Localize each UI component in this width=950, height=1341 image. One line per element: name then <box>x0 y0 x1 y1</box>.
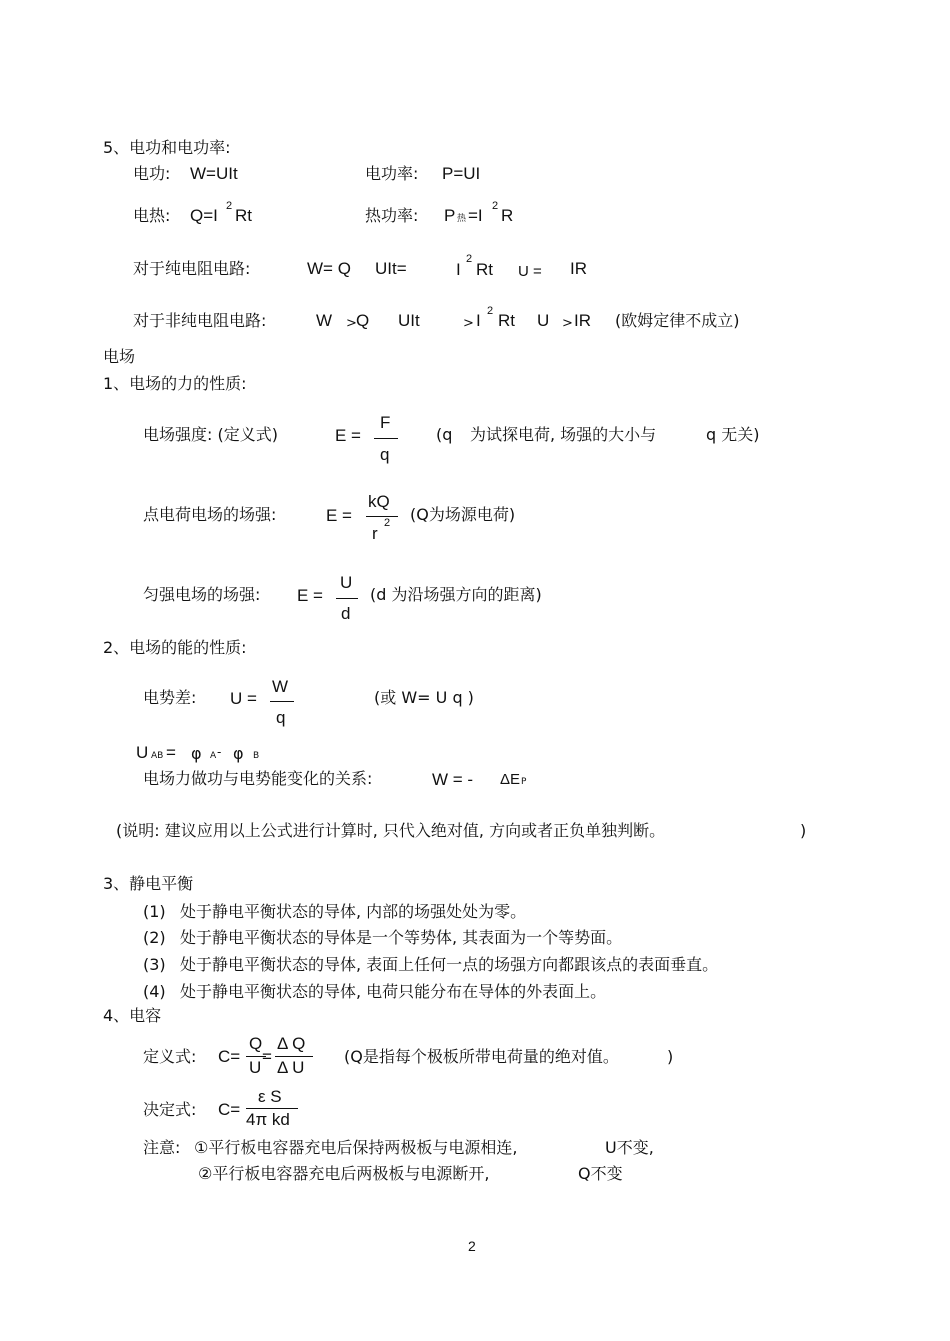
uniform-label: 匀强电场的场强: <box>143 585 261 604</box>
nonpure-sup: 2 <box>487 305 494 317</box>
uab-minus: - <box>217 745 222 759</box>
pure-rt: Rt <box>476 260 493 279</box>
point-sup: 2 <box>384 517 391 529</box>
s3-item-4-num: (4) <box>143 982 166 1001</box>
cap-def-close: ) <box>667 1047 674 1066</box>
heatpower-eq: =I <box>468 206 483 225</box>
uniform-denominator: d <box>341 604 351 623</box>
pd-u: U = <box>230 689 257 708</box>
point-fraction-bar <box>366 516 398 517</box>
nonpure-q: Q <box>356 311 370 330</box>
heat-sup: 2 <box>226 200 233 212</box>
work-label: 电功: <box>133 164 171 183</box>
point-denominator: r <box>372 524 378 543</box>
cap-numerator-1: Q <box>249 1034 263 1053</box>
s3-item-4-text: 处于静电平衡状态的导体, 电荷只能分布在导体的外表面上。 <box>180 982 607 1001</box>
pure-sup: 2 <box>466 253 473 265</box>
nonpure-gt1: > <box>346 316 357 331</box>
work-energy-delta: ΔE <box>500 771 521 788</box>
note-2: ②平行板电容器充电后两极板与电源断开, <box>198 1164 490 1183</box>
nonpure-gt3: > <box>562 316 573 331</box>
s3-item-3-num: (3) <box>143 955 166 974</box>
point-e: E = <box>326 506 352 525</box>
nonpure-i: I <box>476 311 481 330</box>
phi-b-sub: B <box>253 751 260 761</box>
work-energy-label: 电场力做功与电势能变化的关系: <box>143 769 373 788</box>
section-2-heading: 2、电场的能的性质: <box>103 638 247 657</box>
heatpower-r: R <box>501 206 514 225</box>
s3-item-3-text: 处于静电平衡状态的导体, 表面上任何一点的场强方向都跟该点的表面垂直。 <box>180 955 719 974</box>
intensity-label: 电场强度: (定义式) <box>143 425 278 444</box>
pd-fraction-bar <box>270 701 294 702</box>
cap-c2: C= <box>218 1100 241 1119</box>
s3-item-2-num: (2) <box>143 928 166 947</box>
point-note: (Q为场源电荷) <box>410 505 516 524</box>
work-formula: W=UIt <box>190 164 238 183</box>
heatpower-sup: 2 <box>492 200 499 212</box>
uab-eq: = <box>166 743 176 762</box>
power-formula: P=UI <box>442 164 481 183</box>
pure-uit: UIt= <box>375 259 407 278</box>
heat-rt: Rt <box>235 206 252 225</box>
pd-denominator: q <box>276 708 286 727</box>
cap-denominator-3: 4π kd <box>246 1110 290 1129</box>
pure-label: 对于纯电阻电路: <box>133 259 251 278</box>
section-4-heading: 4、电容 <box>103 1006 162 1025</box>
cap-def-note: (Q是指每个极板所带电荷量的绝对值。 <box>344 1047 619 1066</box>
cap-def-label: 定义式: <box>143 1047 197 1066</box>
phi-a: φ <box>191 744 202 763</box>
s3-item-2-text: 处于静电平衡状态的导体是一个等势体, 其表面为一个等势面。 <box>180 928 623 947</box>
explain-close: ) <box>800 821 807 840</box>
page-number: 2 <box>468 1238 476 1254</box>
pure-i: I <box>456 260 461 279</box>
nonpure-w: W <box>316 311 333 330</box>
intensity-note-b: 为试探电荷, 场强的大小与 <box>470 425 657 444</box>
cap-fraction-bar-2 <box>275 1056 313 1057</box>
cap-det-label: 决定式: <box>143 1100 197 1119</box>
uniform-note: (d 为沿场强方向的距离) <box>370 585 542 604</box>
section-5-heading: 5、电功和电功率: <box>103 138 231 157</box>
nonpure-uit: UIt <box>398 311 420 330</box>
section-3-heading: 3、静电平衡 <box>103 874 194 893</box>
explain-note: (说明: 建议应用以上公式进行计算时, 只代入绝对值, 方向或者正负单独判断。 <box>116 821 666 840</box>
intensity-numerator: F <box>380 413 391 432</box>
cap-numerator-3: ε S <box>258 1087 282 1106</box>
pure-ir: IR <box>570 259 587 278</box>
pure-u: U = <box>518 263 542 280</box>
power-label: 电功率: <box>365 164 419 183</box>
intensity-e: E = <box>335 426 361 445</box>
note-label: 注意: <box>143 1138 181 1157</box>
pd-numerator: W <box>272 677 289 696</box>
heatpower-p: P <box>444 206 456 225</box>
nonpure-gt2: > <box>463 316 474 331</box>
point-numerator: kQ <box>368 492 390 511</box>
intensity-note-c: q 无关) <box>706 425 760 444</box>
heatpower-sub: 热 <box>457 214 467 224</box>
nonpure-label: 对于非纯电阻电路: <box>133 311 267 330</box>
heatpower-label: 热功率: <box>365 206 419 225</box>
point-label: 点电荷电场的场强: <box>143 505 277 524</box>
pd-label: 电势差: <box>143 688 197 707</box>
uab-sub: AB <box>151 751 164 761</box>
work-energy-w: W = - <box>432 770 474 789</box>
heat-q: Q=I <box>190 206 218 225</box>
nonpure-u: U <box>537 311 550 330</box>
nonpure-ir: IR <box>574 311 591 330</box>
pure-w: W= Q <box>307 259 351 278</box>
cap-denominator-1: U <box>249 1058 262 1077</box>
note-1: ①平行板电容器充电后保持两极板与电源相连, <box>194 1138 518 1157</box>
section-1-heading: 1、电场的力的性质: <box>103 374 247 393</box>
work-energy-sub: P <box>521 777 527 787</box>
cap-denominator-2: Δ U <box>277 1058 305 1077</box>
uniform-e: E = <box>297 586 323 605</box>
cap-c: C= <box>218 1047 241 1066</box>
cap-numerator-2: Δ Q <box>277 1034 306 1053</box>
note-1-end: U不变, <box>605 1138 654 1157</box>
s3-item-1-num: (1) <box>143 902 166 921</box>
uniform-fraction-bar <box>336 598 358 599</box>
pd-note: (或 W= U q ) <box>374 688 474 707</box>
phi-a-sub: A <box>210 751 217 761</box>
phi-b: φ <box>233 744 244 763</box>
cap-fraction-bar-3 <box>246 1108 298 1109</box>
s3-item-1-text: 处于静电平衡状态的导体, 内部的场强处处为零。 <box>180 902 527 921</box>
heat-label: 电热: <box>133 206 171 225</box>
nonpure-rt: Rt <box>498 311 515 330</box>
intensity-note-a: (q <box>436 425 453 444</box>
nonpure-note: (欧姆定律不成立) <box>615 311 740 330</box>
cap-eq-2: = <box>262 1047 272 1066</box>
note-2-end: Q不变 <box>578 1164 623 1183</box>
intensity-denominator: q <box>380 445 390 464</box>
field-title: 电场 <box>103 347 136 366</box>
intensity-fraction-bar <box>374 438 398 439</box>
uab-u: U <box>136 743 149 762</box>
uniform-numerator: U <box>340 573 353 592</box>
